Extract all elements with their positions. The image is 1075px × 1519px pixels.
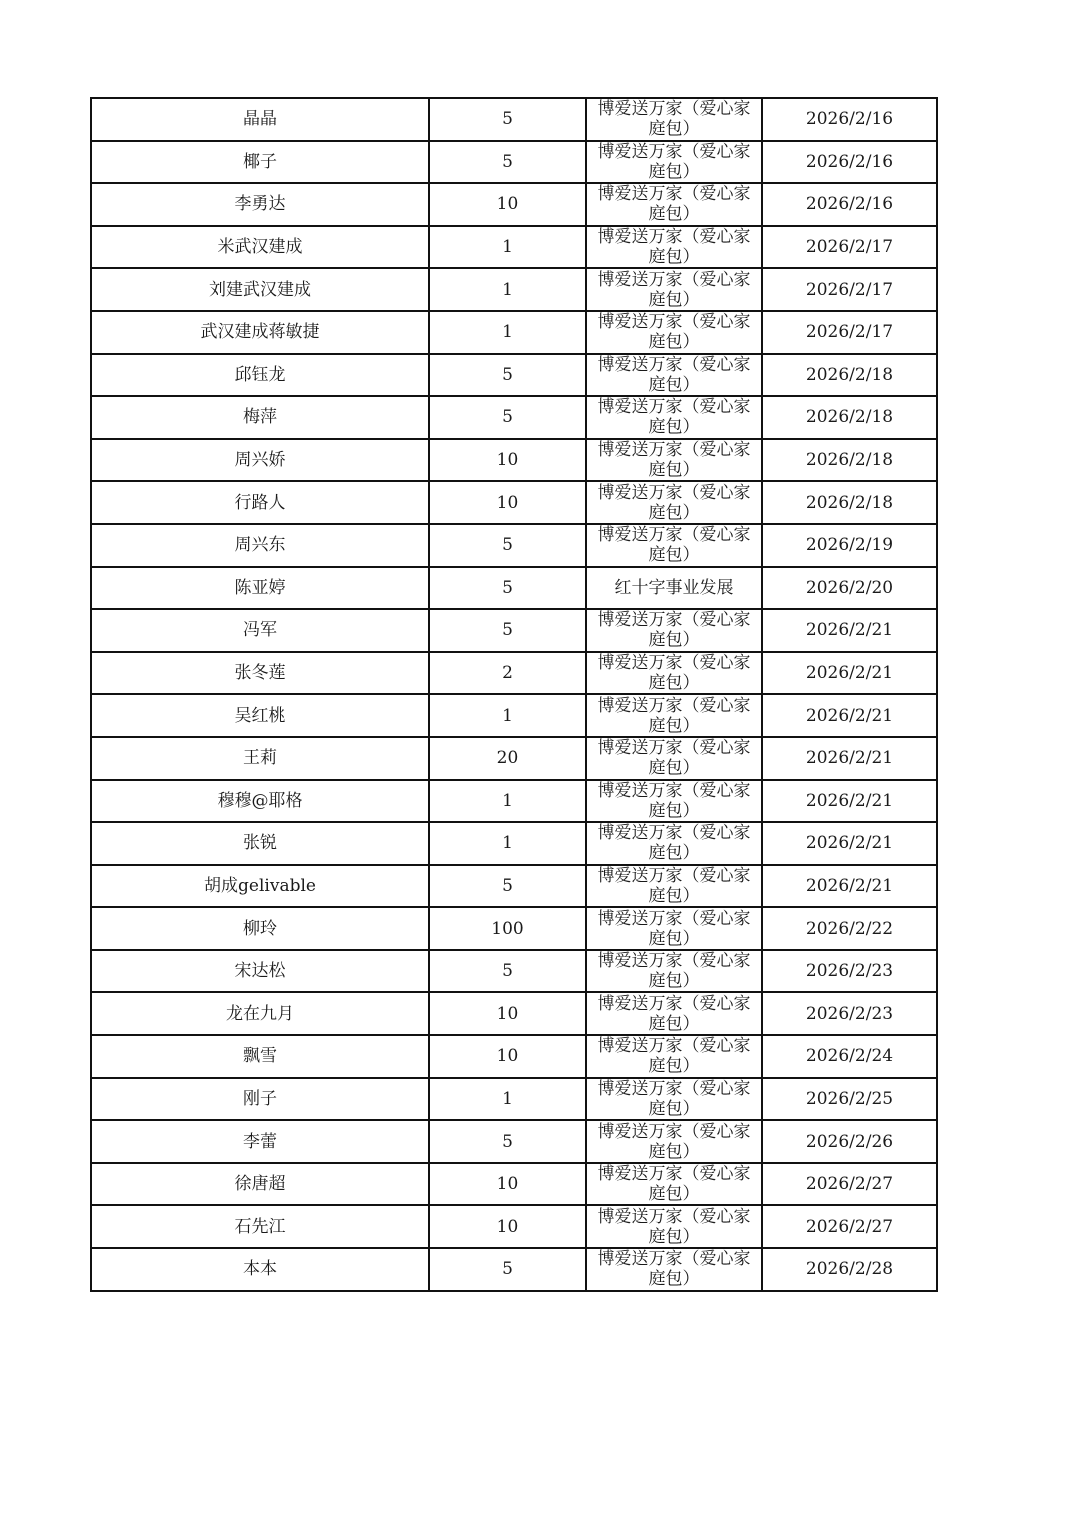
project-text: 博爱送万家（爱心家庭包） — [597, 738, 751, 779]
donor-name-cell: 张锐 — [91, 822, 429, 865]
project-text: 博爱送万家（爱心家庭包） — [597, 653, 751, 694]
date-cell: 2026/2/18 — [762, 354, 937, 397]
donor-name-cell: 武汉建成蒋敏捷 — [91, 311, 429, 354]
table-row — [91, 354, 937, 397]
donor-name-cell: 刚子 — [91, 1078, 429, 1121]
table-row — [91, 439, 937, 482]
amount-cell: 10 — [429, 481, 586, 524]
donor-name-cell: 李蕾 — [91, 1120, 429, 1163]
project-text: 博爱送万家（爱心家庭包） — [597, 269, 751, 310]
date-cell: 2026/2/16 — [762, 141, 937, 184]
amount-cell: 1 — [429, 822, 586, 865]
amount-cell: 10 — [429, 1035, 586, 1078]
donor-name-cell: 吴红桃 — [91, 694, 429, 737]
project-cell — [586, 141, 762, 184]
project-text: 博爱送万家（爱心家庭包） — [597, 99, 751, 140]
table-row — [91, 907, 937, 950]
table-row — [91, 524, 937, 567]
table-row — [91, 1078, 937, 1121]
project-text: 博爱送万家（爱心家庭包） — [597, 1206, 751, 1247]
project-cell — [586, 1120, 762, 1163]
date-cell: 2026/2/21 — [762, 737, 937, 780]
table-row — [91, 311, 937, 354]
date-cell: 2026/2/21 — [762, 822, 937, 865]
project-cell — [586, 481, 762, 524]
date-cell: 2026/2/21 — [762, 780, 937, 823]
project-cell — [586, 1163, 762, 1206]
project-cell — [586, 907, 762, 950]
amount-cell: 5 — [429, 567, 586, 610]
donor-name-cell: 米武汉建成 — [91, 226, 429, 269]
project-text: 博爱送万家（爱心家庭包） — [597, 312, 751, 353]
table-row — [91, 737, 937, 780]
project-cell — [586, 1035, 762, 1078]
donor-name-cell: 陈亚婷 — [91, 567, 429, 610]
table-row — [91, 1205, 937, 1248]
amount-cell: 5 — [429, 524, 586, 567]
donor-name-cell: 周兴东 — [91, 524, 429, 567]
project-text: 博爱送万家（爱心家庭包） — [597, 184, 751, 225]
table-row — [91, 141, 937, 184]
date-cell: 2026/2/25 — [762, 1078, 937, 1121]
project-cell — [586, 311, 762, 354]
table-row — [91, 1163, 937, 1206]
project-cell — [586, 822, 762, 865]
donation-table — [90, 97, 938, 1292]
amount-cell: 10 — [429, 992, 586, 1035]
project-text: 博爱送万家（爱心家庭包） — [597, 780, 751, 821]
project-cell — [586, 98, 762, 141]
amount-cell: 5 — [429, 865, 586, 908]
donor-name-cell: 晶晶 — [91, 98, 429, 141]
donor-name-cell: 张冬莲 — [91, 652, 429, 695]
project-text: 博爱送万家（爱心家庭包） — [597, 482, 751, 523]
donor-name-cell: 飘雪 — [91, 1035, 429, 1078]
project-cell — [586, 1248, 762, 1291]
date-cell: 2026/2/26 — [762, 1120, 937, 1163]
project-cell — [586, 694, 762, 737]
project-cell — [586, 396, 762, 439]
project-text: 博爱送万家（爱心家庭包） — [597, 440, 751, 481]
table-row — [91, 567, 937, 610]
amount-cell: 1 — [429, 1078, 586, 1121]
donor-name-cell: 本本 — [91, 1248, 429, 1291]
amount-cell: 5 — [429, 1248, 586, 1291]
amount-cell: 1 — [429, 780, 586, 823]
project-cell — [586, 1205, 762, 1248]
donor-name-cell: 李勇达 — [91, 183, 429, 226]
date-cell: 2026/2/24 — [762, 1035, 937, 1078]
table-row — [91, 780, 937, 823]
amount-cell: 5 — [429, 98, 586, 141]
donor-name-cell: 刘建武汉建成 — [91, 268, 429, 311]
date-cell: 2026/2/21 — [762, 652, 937, 695]
amount-cell: 20 — [429, 737, 586, 780]
amount-cell: 1 — [429, 226, 586, 269]
date-cell: 2026/2/17 — [762, 268, 937, 311]
project-cell — [586, 780, 762, 823]
donor-name-cell: 椰子 — [91, 141, 429, 184]
table-row — [91, 609, 937, 652]
project-cell — [586, 268, 762, 311]
project-cell — [586, 609, 762, 652]
table-row — [91, 183, 937, 226]
donor-name-cell: 梅萍 — [91, 396, 429, 439]
amount-cell: 5 — [429, 609, 586, 652]
table-body — [91, 98, 937, 1291]
date-cell: 2026/2/21 — [762, 865, 937, 908]
amount-cell: 10 — [429, 1205, 586, 1248]
amount-cell: 1 — [429, 694, 586, 737]
table-row — [91, 481, 937, 524]
date-cell: 2026/2/27 — [762, 1205, 937, 1248]
amount-cell: 1 — [429, 268, 586, 311]
project-text: 博爱送万家（爱心家庭包） — [597, 354, 751, 395]
amount-cell: 100 — [429, 907, 586, 950]
project-text: 博爱送万家（爱心家庭包） — [597, 227, 751, 268]
project-text: 博爱送万家（爱心家庭包） — [597, 1164, 751, 1205]
donor-name-cell: 王莉 — [91, 737, 429, 780]
donor-name-cell: 徐唐超 — [91, 1163, 429, 1206]
project-text: 博爱送万家（爱心家庭包） — [597, 951, 751, 992]
table-row — [91, 950, 937, 993]
amount-cell: 5 — [429, 1120, 586, 1163]
donor-name-cell: 行路人 — [91, 481, 429, 524]
donor-name-cell: 冯军 — [91, 609, 429, 652]
donor-name-cell: 柳玲 — [91, 907, 429, 950]
table-row — [91, 268, 937, 311]
donor-name-cell: 穆穆@耶格 — [91, 780, 429, 823]
amount-cell: 5 — [429, 354, 586, 397]
project-text: 博爱送万家（爱心家庭包） — [597, 908, 751, 949]
project-cell — [586, 439, 762, 482]
amount-cell: 1 — [429, 311, 586, 354]
amount-cell: 5 — [429, 141, 586, 184]
project-text: 博爱送万家（爱心家庭包） — [597, 1078, 751, 1119]
project-text: 博爱送万家（爱心家庭包） — [597, 1036, 751, 1077]
amount-cell: 2 — [429, 652, 586, 695]
project-cell — [586, 1078, 762, 1121]
date-cell: 2026/2/16 — [762, 183, 937, 226]
project-text: 博爱送万家（爱心家庭包） — [597, 823, 751, 864]
date-cell: 2026/2/27 — [762, 1163, 937, 1206]
amount-cell: 10 — [429, 1163, 586, 1206]
date-cell: 2026/2/21 — [762, 694, 937, 737]
date-cell: 2026/2/19 — [762, 524, 937, 567]
date-cell: 2026/2/28 — [762, 1248, 937, 1291]
date-cell: 2026/2/18 — [762, 439, 937, 482]
project-cell — [586, 183, 762, 226]
table-row — [91, 1248, 937, 1291]
project-cell — [586, 865, 762, 908]
project-text: 博爱送万家（爱心家庭包） — [597, 397, 751, 438]
amount-cell: 10 — [429, 183, 586, 226]
table-row — [91, 396, 937, 439]
project-text: 博爱送万家（爱心家庭包） — [597, 695, 751, 736]
project-cell — [586, 652, 762, 695]
project-text: 博爱送万家（爱心家庭包） — [597, 1249, 751, 1290]
project-cell — [586, 737, 762, 780]
date-cell: 2026/2/17 — [762, 226, 937, 269]
table-row — [91, 1035, 937, 1078]
project-text: 博爱送万家（爱心家庭包） — [597, 993, 751, 1034]
date-cell: 2026/2/17 — [762, 311, 937, 354]
project-cell — [586, 354, 762, 397]
table-row — [91, 1120, 937, 1163]
donor-name-cell: 宋达松 — [91, 950, 429, 993]
date-cell: 2026/2/16 — [762, 98, 937, 141]
donor-name-cell: 石先江 — [91, 1205, 429, 1248]
date-cell: 2026/2/20 — [762, 567, 937, 610]
table-row — [91, 652, 937, 695]
project-text: 博爱送万家（爱心家庭包） — [597, 1121, 751, 1162]
table-row — [91, 822, 937, 865]
date-cell: 2026/2/22 — [762, 907, 937, 950]
table-row — [91, 98, 937, 141]
project-cell — [586, 226, 762, 269]
date-cell: 2026/2/18 — [762, 481, 937, 524]
amount-cell: 5 — [429, 396, 586, 439]
table-row — [91, 992, 937, 1035]
amount-cell: 10 — [429, 439, 586, 482]
project-cell — [586, 524, 762, 567]
donor-name-cell: 邱钰龙 — [91, 354, 429, 397]
project-text: 博爱送万家（爱心家庭包） — [597, 865, 751, 906]
table-row — [91, 694, 937, 737]
project-text: 博爱送万家（爱心家庭包） — [597, 141, 751, 182]
amount-cell: 5 — [429, 950, 586, 993]
table-row — [91, 226, 937, 269]
project-text: 博爱送万家（爱心家庭包） — [597, 525, 751, 566]
date-cell: 2026/2/23 — [762, 950, 937, 993]
donor-name-cell: 龙在九月 — [91, 992, 429, 1035]
project-text: 红十字事业发展 — [614, 577, 734, 598]
project-text: 博爱送万家（爱心家庭包） — [597, 610, 751, 651]
project-cell — [586, 992, 762, 1035]
project-cell — [586, 950, 762, 993]
date-cell: 2026/2/21 — [762, 609, 937, 652]
project-cell — [586, 567, 762, 610]
date-cell: 2026/2/18 — [762, 396, 937, 439]
donor-name-cell: 胡成gelivable — [91, 865, 429, 908]
date-cell: 2026/2/23 — [762, 992, 937, 1035]
table-row — [91, 865, 937, 908]
donor-name-cell: 周兴娇 — [91, 439, 429, 482]
